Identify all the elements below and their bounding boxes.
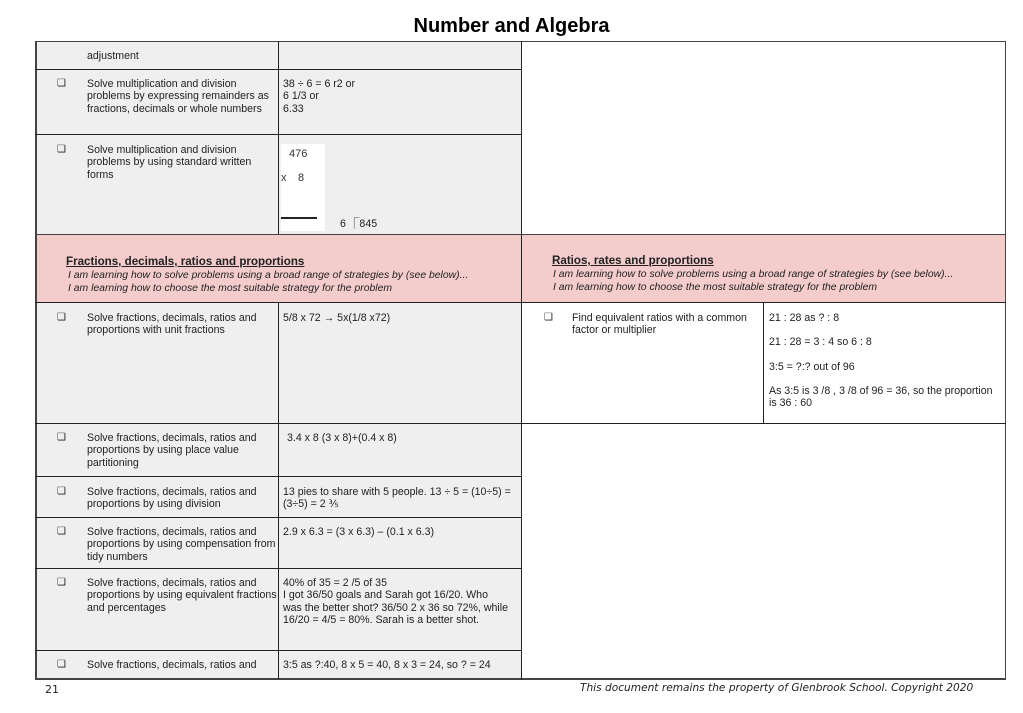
checkbox-icon[interactable]: ❏: [57, 659, 66, 670]
example-line: I got 36/50 goals and Sarah got 16/20. Who was the better shot? 36/50 2 x 36 so 72%, while 16/20 = 4/5 = 80%. Sarah is a better shot.: [283, 589, 508, 626]
multiplier: 8: [298, 172, 305, 184]
row-description: adjustment: [87, 50, 139, 62]
example-line: 6 1/3 or: [283, 90, 319, 103]
page-number: 21: [45, 683, 59, 696]
checkbox-icon[interactable]: ❏: [57, 78, 66, 89]
row-example: [769, 312, 1001, 409]
checkbox-icon[interactable]: ❏: [57, 577, 66, 588]
row-example: 3:5 as ?:40, 8 x 5 = 40, 8 x 3 = 24, so ? = 24: [283, 659, 491, 671]
copyright-notice: This document remains the property of Glenbrook School. Copyright 2020: [580, 682, 974, 694]
row-example: 3.4 x 8 (3 x 8)+(0.4 x 8): [287, 432, 397, 444]
row-example: 5/8 x 72 → 5x(1/8 x72): [283, 312, 391, 324]
example-line: 38 ÷ 6 = 6 r2 or: [283, 78, 356, 90]
checkbox-icon[interactable]: ❏: [57, 526, 66, 537]
top-right-empty-panel: [522, 42, 1005, 234]
multiplier-sign: x: [281, 172, 287, 184]
example-line: 21 : 28 = 3 : 4 so 6 : 8: [769, 336, 872, 349]
section-subtitle: I am learning how to solve problems using a broad range of strategies by (see below)...: [68, 270, 469, 281]
table-border-right: [1005, 41, 1006, 680]
checkbox-icon[interactable]: ❏: [544, 312, 553, 323]
row-description: Solve multiplication and division problems by expressing remainders as fractions, decimals or whole numbers: [87, 78, 269, 115]
section-heading-fractions: Fractions, decimals, ratios and proportions: [66, 255, 305, 268]
row-description: Solve fractions, decimals, ratios and proportions by using compensation from tidy numbers: [87, 526, 276, 563]
right-empty-panel: [522, 424, 1005, 678]
row-divider: [35, 568, 522, 569]
row-description: Solve multiplication and division problems by using standard written forms: [87, 144, 252, 181]
row-description: Find equivalent ratios with a common factor or multiplier: [572, 312, 747, 337]
column-divider: [278, 302, 279, 679]
row-example: 2.9 x 6.3 = (3 x 6.3) – (0.1 x 6.3): [283, 526, 435, 538]
checkbox-icon[interactable]: ❏: [57, 312, 66, 323]
section-divider: [521, 41, 522, 680]
checkbox-icon[interactable]: ❏: [57, 432, 66, 443]
example-line: 3:5 = ?:? out of 96: [769, 360, 855, 373]
example-line: As 3:5 is 3 /8 , 3 /8 of 96 = 36, so the proportion is 36 : 60: [769, 384, 993, 410]
row-example: [283, 577, 509, 626]
row-divider: [35, 517, 522, 518]
table-border-left: [35, 41, 37, 680]
row-divider: [35, 650, 522, 651]
column-divider: [763, 302, 764, 424]
row-divider: [35, 476, 522, 477]
row-description: Solve fractions, decimals, ratios and proportions by using division: [87, 486, 257, 511]
row-description: Solve fractions, decimals, ratios and: [87, 659, 257, 671]
row-divider: [35, 423, 1006, 424]
example-line: 6.33: [283, 102, 304, 115]
row-description: Solve fractions, decimals, ratios and proportions with unit fractions: [87, 312, 257, 337]
row-example: 13 pies to share with 5 people. 13 ÷ 5 = (10÷5) = (3÷5) = 2 ⅗: [283, 486, 511, 511]
written-multiplication-image: [281, 144, 325, 231]
page-title: Number and Algebra: [413, 15, 610, 37]
row-divider: [35, 234, 1006, 235]
row-example: [283, 78, 517, 115]
checkbox-icon[interactable]: ❏: [57, 144, 66, 155]
long-division: 6 ⎾845: [340, 218, 378, 230]
section-subtitle: I am learning how to solve problems using a broad range of strategies by (see below)...: [553, 269, 954, 280]
example-line: 40% of 35 = 2 /5 of 35: [283, 577, 387, 589]
section-subtitle: I am learning how to choose the most suitable strategy for the problem: [68, 283, 393, 294]
example-line: 21 : 28 as ? : 8: [769, 312, 840, 324]
checkbox-icon[interactable]: ❏: [57, 486, 66, 497]
row-divider: [35, 302, 1006, 303]
row-description: Solve fractions, decimals, ratios and proportions by using place value partitioning: [87, 432, 257, 469]
column-divider: [278, 41, 279, 235]
top-number: 476: [289, 148, 308, 160]
sum-line: [281, 217, 317, 219]
section-subtitle: I am learning how to choose the most suitable strategy for the problem: [553, 282, 878, 293]
row-description: Solve fractions, decimals, ratios and proportions by using equivalent fractions and percentages: [87, 577, 277, 614]
row-divider: [35, 134, 522, 135]
row-divider: [35, 69, 522, 70]
section-heading-ratios: Ratios, rates and proportions: [552, 254, 714, 267]
